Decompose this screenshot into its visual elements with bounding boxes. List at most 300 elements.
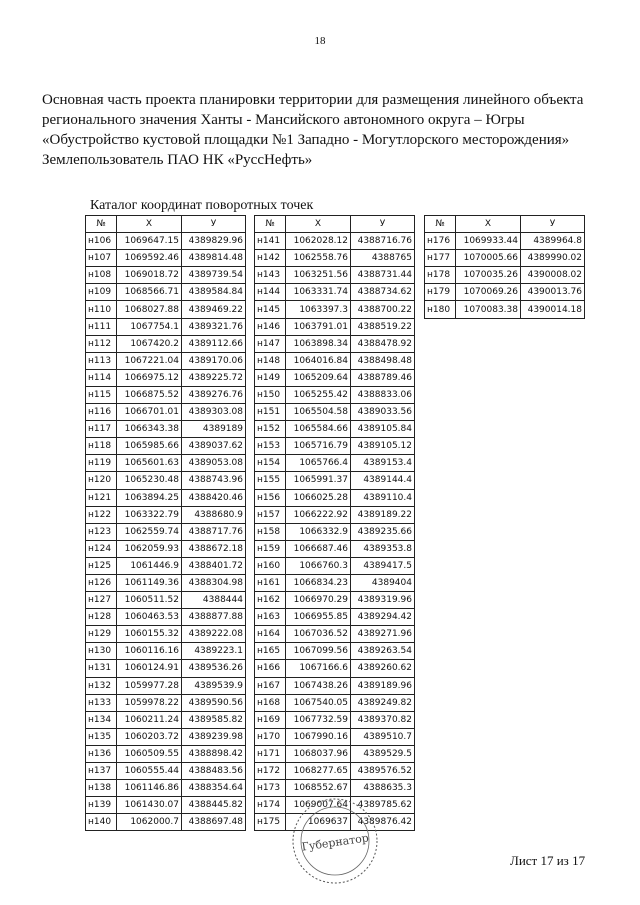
table-row <box>86 814 246 831</box>
x-coordinate: 1066343.38 <box>117 421 182 438</box>
table-row <box>86 352 246 369</box>
point-number: н132 <box>86 677 117 694</box>
point-number: н157 <box>255 506 286 523</box>
column-header-num: № <box>425 216 456 233</box>
x-coordinate: 1065766.4 <box>286 455 351 472</box>
x-coordinate: 1068552.67 <box>286 780 351 797</box>
table-row <box>86 643 246 660</box>
y-coordinate: 4389319.96 <box>351 592 415 609</box>
x-coordinate: 1063791.01 <box>286 318 351 335</box>
column-header-y: У <box>182 216 246 233</box>
table-row <box>86 369 246 386</box>
table-row <box>255 233 415 250</box>
x-coordinate: 1066875.52 <box>117 386 182 403</box>
x-coordinate: 1068277.65 <box>286 763 351 780</box>
y-coordinate: 4389469.22 <box>182 301 246 318</box>
point-number: н123 <box>86 523 117 540</box>
table-row <box>86 626 246 643</box>
x-coordinate: 1065584.66 <box>286 421 351 438</box>
point-number: н130 <box>86 643 117 660</box>
y-coordinate: 4389964.8 <box>521 233 585 250</box>
x-coordinate: 1067099.56 <box>286 643 351 660</box>
y-coordinate: 4388444 <box>182 592 246 609</box>
table-row <box>255 523 415 540</box>
point-number: н140 <box>86 814 117 831</box>
column-header-num: № <box>255 216 286 233</box>
table-row <box>86 489 246 506</box>
x-coordinate: 1066760.3 <box>286 557 351 574</box>
table-row <box>255 267 415 284</box>
point-number: н175 <box>255 814 286 831</box>
table-row <box>255 386 415 403</box>
table-row <box>86 694 246 711</box>
x-coordinate: 1067166.6 <box>286 660 351 677</box>
y-coordinate: 4389110.4 <box>351 489 415 506</box>
table-row <box>255 369 415 386</box>
x-coordinate: 1060509.55 <box>117 745 182 762</box>
table-row <box>86 540 246 557</box>
x-coordinate: 1060511.52 <box>117 592 182 609</box>
x-coordinate: 1065504.58 <box>286 404 351 421</box>
point-number: н122 <box>86 506 117 523</box>
point-number: н112 <box>86 335 117 352</box>
y-coordinate: 4389189 <box>182 421 246 438</box>
y-coordinate: 4388717.76 <box>182 523 246 540</box>
x-coordinate: 1065991.37 <box>286 472 351 489</box>
point-number: н161 <box>255 574 286 591</box>
point-number: н163 <box>255 609 286 626</box>
x-coordinate: 1066975.12 <box>117 369 182 386</box>
table-row <box>86 386 246 403</box>
table-row <box>255 780 415 797</box>
column-header-x: X <box>286 216 351 233</box>
y-coordinate: 4388304.98 <box>182 574 246 591</box>
y-coordinate: 4389053.08 <box>182 455 246 472</box>
point-number: н162 <box>255 592 286 609</box>
header-line: Основная часть проекта планировки территории для размещения линейного объекта <box>42 92 584 108</box>
table-row <box>86 233 246 250</box>
table-row <box>255 352 415 369</box>
x-coordinate: 1063894.25 <box>117 489 182 506</box>
y-coordinate: 4389294.42 <box>351 609 415 626</box>
table-row <box>425 250 585 267</box>
table-row <box>255 694 415 711</box>
point-number: н124 <box>86 540 117 557</box>
column-header-x: X <box>117 216 182 233</box>
point-number: н178 <box>425 267 456 284</box>
y-coordinate: 4389536.26 <box>182 660 246 677</box>
stamp-text: Губернатор <box>300 831 370 854</box>
point-number: н114 <box>86 369 117 386</box>
table-row <box>86 677 246 694</box>
y-coordinate: 4388420.46 <box>182 489 246 506</box>
x-coordinate: 1065601.63 <box>117 455 182 472</box>
x-coordinate: 1070083.38 <box>456 301 521 318</box>
x-coordinate: 1060463.53 <box>117 609 182 626</box>
y-coordinate: 4389037.62 <box>182 438 246 455</box>
coordinates-table-3 <box>424 215 585 319</box>
x-coordinate: 1067990.16 <box>286 728 351 745</box>
y-coordinate: 4388478.92 <box>351 335 415 352</box>
x-coordinate: 1070035.26 <box>456 267 521 284</box>
point-number: н142 <box>255 250 286 267</box>
x-coordinate: 1060203.72 <box>117 728 182 745</box>
x-coordinate: 1060211.24 <box>117 711 182 728</box>
table-row <box>86 557 246 574</box>
point-number: н125 <box>86 557 117 574</box>
x-coordinate: 1065716.79 <box>286 438 351 455</box>
table-row <box>86 267 246 284</box>
point-number: н136 <box>86 745 117 762</box>
table-row <box>86 421 246 438</box>
y-coordinate: 4389739.54 <box>182 267 246 284</box>
point-number: н128 <box>86 609 117 626</box>
y-coordinate: 4388483.56 <box>182 763 246 780</box>
point-number: н176 <box>425 233 456 250</box>
table-row <box>425 267 585 284</box>
column-header-num: № <box>86 216 117 233</box>
y-coordinate: 4389105.84 <box>351 421 415 438</box>
x-coordinate: 1067754.1 <box>117 318 182 335</box>
x-coordinate: 1069592.46 <box>117 250 182 267</box>
y-coordinate: 4389263.54 <box>351 643 415 660</box>
stamp-seal-icon <box>290 796 380 886</box>
table-row <box>86 523 246 540</box>
x-coordinate: 1066970.29 <box>286 592 351 609</box>
point-number: н113 <box>86 352 117 369</box>
table-row <box>86 574 246 591</box>
y-coordinate: 4389529.5 <box>351 745 415 762</box>
x-coordinate: 1067540.05 <box>286 694 351 711</box>
table-row <box>86 797 246 814</box>
point-number: н121 <box>86 489 117 506</box>
point-number: н133 <box>86 694 117 711</box>
point-number: н108 <box>86 267 117 284</box>
x-coordinate: 1060155.32 <box>117 626 182 643</box>
y-coordinate: 4388877.88 <box>182 609 246 626</box>
table-row <box>255 609 415 626</box>
table-row <box>86 318 246 335</box>
header-line: регионального значения Ханты - Мансийского автономного округа – Югры <box>42 112 525 128</box>
table-row <box>86 728 246 745</box>
table-row <box>255 728 415 745</box>
y-coordinate: 4388635.3 <box>351 780 415 797</box>
x-coordinate: 1068566.71 <box>117 284 182 301</box>
table-row <box>86 711 246 728</box>
y-coordinate: 4389189.22 <box>351 506 415 523</box>
point-number: н179 <box>425 284 456 301</box>
x-coordinate: 1062559.74 <box>117 523 182 540</box>
table-row <box>255 677 415 694</box>
table-row <box>255 489 415 506</box>
table-row <box>425 301 585 318</box>
point-number: н118 <box>86 438 117 455</box>
y-coordinate: 4388672.18 <box>182 540 246 557</box>
point-number: н138 <box>86 780 117 797</box>
table-row <box>86 284 246 301</box>
x-coordinate: 1061446.9 <box>117 557 182 574</box>
point-number: н119 <box>86 455 117 472</box>
y-coordinate: 4389510.7 <box>351 728 415 745</box>
point-number: н117 <box>86 421 117 438</box>
x-coordinate: 1063898.34 <box>286 335 351 352</box>
column-header-y: У <box>521 216 585 233</box>
x-coordinate: 1065985.66 <box>117 438 182 455</box>
point-number: н153 <box>255 438 286 455</box>
header-line: Землепользователь ПАО НК «РуссНефть» <box>42 152 313 168</box>
y-coordinate: 4389153.4 <box>351 455 415 472</box>
x-coordinate: 1060116.16 <box>117 643 182 660</box>
y-coordinate: 4389829.96 <box>182 233 246 250</box>
point-number: н111 <box>86 318 117 335</box>
x-coordinate: 1062028.12 <box>286 233 351 250</box>
point-number: н167 <box>255 677 286 694</box>
y-coordinate: 4389033.56 <box>351 404 415 421</box>
table-row <box>86 301 246 318</box>
point-number: н143 <box>255 267 286 284</box>
x-coordinate: 1070069.26 <box>456 284 521 301</box>
table-row <box>255 438 415 455</box>
point-number: н173 <box>255 780 286 797</box>
x-coordinate: 1067732.59 <box>286 711 351 728</box>
x-coordinate: 1064016.84 <box>286 352 351 369</box>
y-coordinate: 4389239.98 <box>182 728 246 745</box>
point-number: н155 <box>255 472 286 489</box>
y-coordinate: 4389170.06 <box>182 352 246 369</box>
x-coordinate: 1062000.7 <box>117 814 182 831</box>
x-coordinate: 1062059.93 <box>117 540 182 557</box>
y-coordinate: 4389105.12 <box>351 438 415 455</box>
x-coordinate: 1059977.28 <box>117 677 182 694</box>
table-row <box>255 284 415 301</box>
table-row <box>255 335 415 352</box>
y-coordinate: 4389576.52 <box>351 763 415 780</box>
y-coordinate: 4388680.9 <box>182 506 246 523</box>
table-row <box>255 455 415 472</box>
y-coordinate: 4389876.42 <box>351 814 415 831</box>
point-number: н149 <box>255 369 286 386</box>
x-coordinate: 1066687.46 <box>286 540 351 557</box>
x-coordinate: 1069018.72 <box>117 267 182 284</box>
y-coordinate: 4389539.9 <box>182 677 246 694</box>
x-coordinate: 1069007.64 <box>286 797 351 814</box>
x-coordinate: 1063251.56 <box>286 267 351 284</box>
point-number: н107 <box>86 250 117 267</box>
x-coordinate: 1069933.44 <box>456 233 521 250</box>
table-row <box>425 233 585 250</box>
x-coordinate: 1063397.3 <box>286 301 351 318</box>
x-coordinate: 1061430.07 <box>117 797 182 814</box>
x-coordinate: 1067420.2 <box>117 335 182 352</box>
point-number: н166 <box>255 660 286 677</box>
y-coordinate: 4389189.96 <box>351 677 415 694</box>
table-row <box>425 284 585 301</box>
table-row <box>255 574 415 591</box>
table-row <box>86 438 246 455</box>
coordinates-table-1 <box>85 215 246 831</box>
table-row <box>255 301 415 318</box>
table-row <box>255 540 415 557</box>
y-coordinate: 4388765 <box>351 250 415 267</box>
y-coordinate: 4388401.72 <box>182 557 246 574</box>
table-row <box>255 763 415 780</box>
table-row <box>255 643 415 660</box>
point-number: н180 <box>425 301 456 318</box>
y-coordinate: 4389271.96 <box>351 626 415 643</box>
point-number: н148 <box>255 352 286 369</box>
x-coordinate: 1070005.66 <box>456 250 521 267</box>
table-row <box>255 404 415 421</box>
y-coordinate: 4388833.06 <box>351 386 415 403</box>
official-stamp <box>290 796 380 886</box>
x-coordinate: 1066025.28 <box>286 489 351 506</box>
x-coordinate: 1065209.64 <box>286 369 351 386</box>
column-header-y: У <box>351 216 415 233</box>
x-coordinate: 1067438.26 <box>286 677 351 694</box>
coordinates-table-2 <box>254 215 415 831</box>
point-number: н158 <box>255 523 286 540</box>
y-coordinate: 4388716.76 <box>351 233 415 250</box>
point-number: н168 <box>255 694 286 711</box>
point-number: н110 <box>86 301 117 318</box>
point-number: н116 <box>86 404 117 421</box>
point-number: н172 <box>255 763 286 780</box>
x-coordinate: 1063331.74 <box>286 284 351 301</box>
x-coordinate: 1060124.91 <box>117 660 182 677</box>
y-coordinate: 4389417.5 <box>351 557 415 574</box>
sheet-label: Лист 17 из 17 <box>510 853 586 868</box>
catalog-title: Каталог координат поворотных точек <box>90 198 314 213</box>
y-coordinate: 4389321.76 <box>182 318 246 335</box>
y-coordinate: 4389222.08 <box>182 626 246 643</box>
x-coordinate: 1065230.48 <box>117 472 182 489</box>
y-coordinate: 4390008.02 <box>521 267 585 284</box>
x-coordinate: 1059978.22 <box>117 694 182 711</box>
table-row <box>255 592 415 609</box>
point-number: н159 <box>255 540 286 557</box>
y-coordinate: 4388789.46 <box>351 369 415 386</box>
y-coordinate: 4389260.62 <box>351 660 415 677</box>
point-number: н165 <box>255 643 286 660</box>
y-coordinate: 4389276.76 <box>182 386 246 403</box>
table-row <box>86 404 246 421</box>
x-coordinate: 1060555.44 <box>117 763 182 780</box>
table-row <box>255 711 415 728</box>
point-number: н115 <box>86 386 117 403</box>
point-number: н150 <box>255 386 286 403</box>
point-number: н131 <box>86 660 117 677</box>
page-number: 18 <box>314 35 326 47</box>
header-line: «Обустройство кустовой площадки №1 Западно - Могутлорского месторождения» <box>42 132 570 148</box>
point-number: н174 <box>255 797 286 814</box>
y-coordinate: 4389785.62 <box>351 797 415 814</box>
y-coordinate: 4389404 <box>351 574 415 591</box>
y-coordinate: 4388734.62 <box>351 284 415 301</box>
x-coordinate: 1066332.9 <box>286 523 351 540</box>
point-number: н170 <box>255 728 286 745</box>
x-coordinate: 1063322.79 <box>117 506 182 523</box>
table-row <box>86 472 246 489</box>
table-row <box>86 250 246 267</box>
y-coordinate: 4388898.42 <box>182 745 246 762</box>
table-row <box>255 250 415 267</box>
x-coordinate: 1065255.42 <box>286 386 351 403</box>
x-coordinate: 1069637 <box>286 814 351 831</box>
point-number: н135 <box>86 728 117 745</box>
point-number: н164 <box>255 626 286 643</box>
y-coordinate: 4389112.66 <box>182 335 246 352</box>
table-row <box>86 609 246 626</box>
table-row <box>255 745 415 762</box>
table-row <box>255 626 415 643</box>
x-coordinate: 1066955.85 <box>286 609 351 626</box>
point-number: н120 <box>86 472 117 489</box>
table-row <box>86 592 246 609</box>
point-number: н147 <box>255 335 286 352</box>
y-coordinate: 4389370.82 <box>351 711 415 728</box>
point-number: н145 <box>255 301 286 318</box>
x-coordinate: 1069647.15 <box>117 233 182 250</box>
x-coordinate: 1066834.23 <box>286 574 351 591</box>
table-row <box>255 660 415 677</box>
x-coordinate: 1068027.88 <box>117 301 182 318</box>
point-number: н134 <box>86 711 117 728</box>
y-coordinate: 4388697.48 <box>182 814 246 831</box>
point-number: н126 <box>86 574 117 591</box>
x-coordinate: 1062558.76 <box>286 250 351 267</box>
point-number: н129 <box>86 626 117 643</box>
column-header-x: X <box>456 216 521 233</box>
y-coordinate: 4389353.8 <box>351 540 415 557</box>
point-number: н109 <box>86 284 117 301</box>
table-row <box>255 318 415 335</box>
y-coordinate: 4388743.96 <box>182 472 246 489</box>
table-row <box>86 660 246 677</box>
point-number: н169 <box>255 711 286 728</box>
y-coordinate: 4389225.72 <box>182 369 246 386</box>
point-number: н156 <box>255 489 286 506</box>
y-coordinate: 4388519.22 <box>351 318 415 335</box>
y-coordinate: 4388498.48 <box>351 352 415 369</box>
table-row <box>255 557 415 574</box>
y-coordinate: 4389235.66 <box>351 523 415 540</box>
point-number: н139 <box>86 797 117 814</box>
point-number: н106 <box>86 233 117 250</box>
y-coordinate: 4389590.56 <box>182 694 246 711</box>
point-number: н151 <box>255 404 286 421</box>
x-coordinate: 1068037.96 <box>286 745 351 762</box>
document-header <box>42 90 602 170</box>
point-number: н146 <box>255 318 286 335</box>
table-row <box>86 745 246 762</box>
point-number: н152 <box>255 421 286 438</box>
point-number: н171 <box>255 745 286 762</box>
point-number: н154 <box>255 455 286 472</box>
x-coordinate: 1066222.92 <box>286 506 351 523</box>
table-row <box>86 335 246 352</box>
table-row <box>255 506 415 523</box>
y-coordinate: 4390014.18 <box>521 301 585 318</box>
y-coordinate: 4390013.76 <box>521 284 585 301</box>
table-row <box>86 455 246 472</box>
y-coordinate: 4389223.1 <box>182 643 246 660</box>
y-coordinate: 4388354.64 <box>182 780 246 797</box>
y-coordinate: 4389585.82 <box>182 711 246 728</box>
y-coordinate: 4388445.82 <box>182 797 246 814</box>
table-row <box>86 763 246 780</box>
point-number: н160 <box>255 557 286 574</box>
x-coordinate: 1067036.52 <box>286 626 351 643</box>
